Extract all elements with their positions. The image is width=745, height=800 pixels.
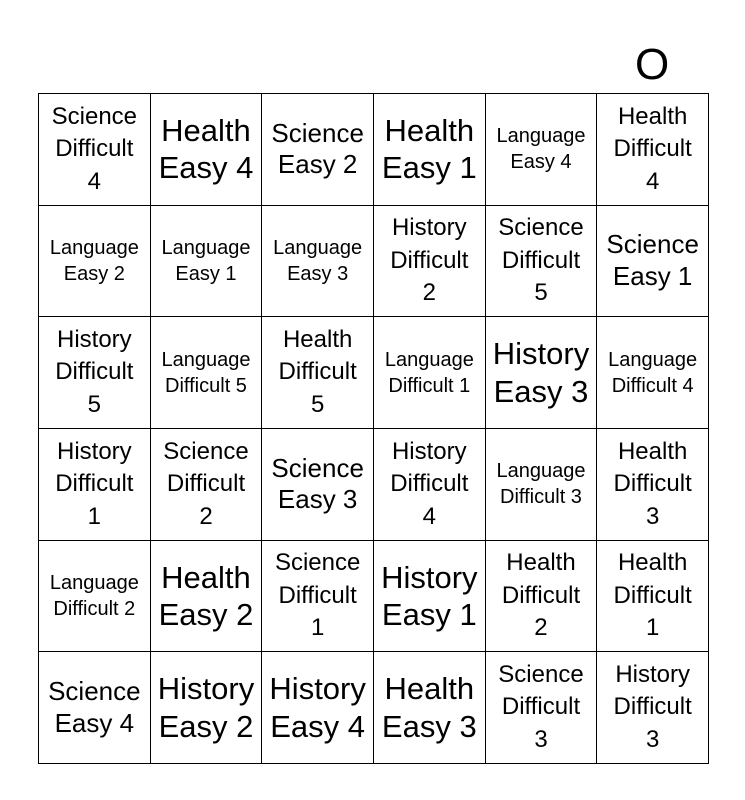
- bingo-cell[interactable]: Science Difficult 5: [486, 206, 598, 318]
- bingo-cell[interactable]: History Difficult 2: [374, 206, 486, 318]
- bingo-board: [38, 93, 709, 764]
- bingo-cell[interactable]: History Difficult 5: [39, 317, 151, 429]
- bingo-cell[interactable]: Health Easy 2: [151, 541, 263, 653]
- bingo-cell[interactable]: Health Easy 3: [374, 652, 486, 764]
- bingo-cell[interactable]: Language Difficult 2: [39, 541, 151, 653]
- bingo-cell[interactable]: Language Difficult 5: [151, 317, 263, 429]
- header-letter-2: [150, 36, 262, 93]
- bingo-cell[interactable]: History Difficult 4: [374, 429, 486, 541]
- bingo-cell[interactable]: Health Easy 1: [374, 94, 486, 206]
- bingo-cell[interactable]: Language Difficult 4: [597, 317, 709, 429]
- header-letter-1: [38, 36, 150, 93]
- bingo-cell[interactable]: Science Easy 3: [262, 429, 374, 541]
- bingo-cell[interactable]: Health Difficult 1: [597, 541, 709, 653]
- bingo-cell[interactable]: Science Easy 1: [597, 206, 709, 318]
- bingo-cell[interactable]: Science Difficult 1: [262, 541, 374, 653]
- bingo-cell[interactable]: Language Easy 4: [486, 94, 598, 206]
- header-letter-3: [261, 36, 373, 93]
- bingo-cell[interactable]: Health Difficult 3: [597, 429, 709, 541]
- bingo-cell[interactable]: Language Easy 1: [151, 206, 263, 318]
- bingo-cell[interactable]: Language Difficult 3: [486, 429, 598, 541]
- bingo-header: [38, 36, 708, 93]
- bingo-cell[interactable]: Science Easy 2: [262, 94, 374, 206]
- bingo-cell[interactable]: Language Difficult 1: [374, 317, 486, 429]
- bingo-cell[interactable]: Health Difficult 4: [597, 94, 709, 206]
- bingo-cell[interactable]: Science Difficult 4: [39, 94, 151, 206]
- bingo-cell[interactable]: Health Difficult 5: [262, 317, 374, 429]
- bingo-cell[interactable]: Science Easy 4: [39, 652, 151, 764]
- bingo-cell[interactable]: History Easy 2: [151, 652, 263, 764]
- bingo-cell[interactable]: History Easy 1: [374, 541, 486, 653]
- bingo-cell[interactable]: Science Difficult 2: [151, 429, 263, 541]
- header-letter-5: [485, 36, 597, 93]
- header-letter-4: [373, 36, 485, 93]
- bingo-cell[interactable]: Science Difficult 3: [486, 652, 598, 764]
- bingo-cell[interactable]: Language Easy 2: [39, 206, 151, 318]
- bingo-cell[interactable]: Health Difficult 2: [486, 541, 598, 653]
- bingo-cell[interactable]: History Difficult 1: [39, 429, 151, 541]
- bingo-cell[interactable]: History Easy 3: [486, 317, 598, 429]
- bingo-cell[interactable]: Health Easy 4: [151, 94, 263, 206]
- bingo-cell[interactable]: History Easy 4: [262, 652, 374, 764]
- header-letter-6: O: [635, 39, 670, 89]
- bingo-cell[interactable]: Language Easy 3: [262, 206, 374, 318]
- bingo-cell[interactable]: History Difficult 3: [597, 652, 709, 764]
